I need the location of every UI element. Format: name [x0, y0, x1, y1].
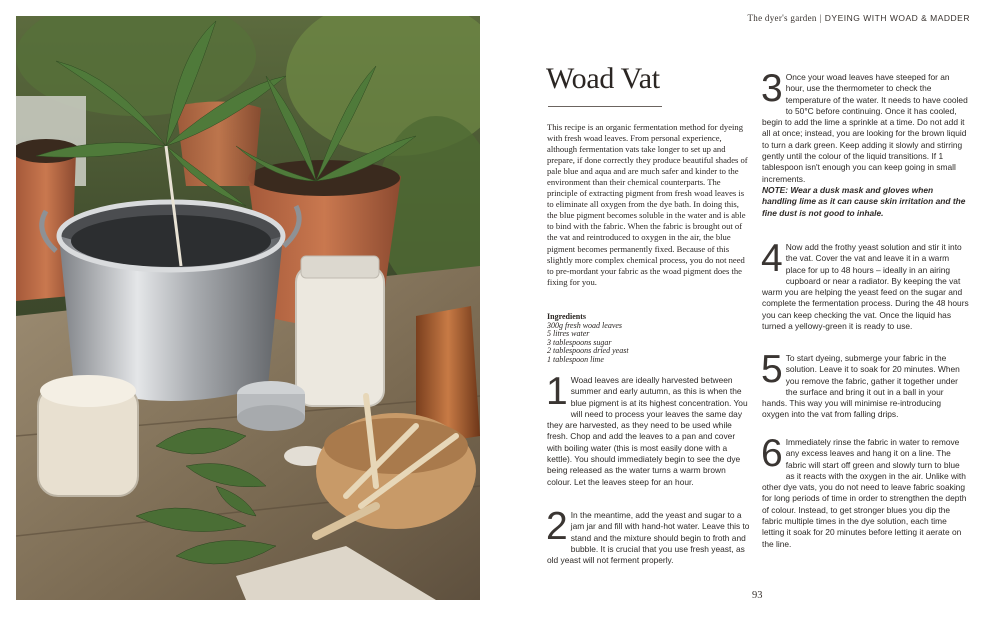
step-text: In the meantime, add the yeast and sugar to a jam jar and fill with hand-hot water. Leave this to stand and the mixture should begin to froth and bubble. It is crucial that you use fresh yeast, as old yeast will not ferment properly.	[547, 510, 750, 566]
step-1	[546, 370, 751, 488]
step-2	[546, 505, 751, 566]
ingredient-item: 3 tablespoons sugar	[547, 337, 612, 347]
title-divider	[548, 106, 662, 107]
step-number: 2	[546, 505, 568, 548]
step-3	[761, 67, 970, 219]
running-head-separator: |	[819, 13, 822, 23]
ingredients-list	[547, 313, 751, 365]
recipe-title: Woad Vat	[546, 62, 660, 95]
step-number: 3	[761, 67, 783, 110]
ingredient-item: 1 tablespoon lime	[547, 354, 604, 364]
ingredient-item: 5 litres water	[547, 329, 590, 339]
ingredients-heading: Ingredients	[547, 312, 586, 321]
step-text: Immediately rinse the fabric in water to remove any excess leaves and hang it on a line. The fabric will start off green and slowly turn to blue as it reacts with the oxygen in the air. Unlike with other dye vats, you do not need to leave fabric soaking for long periods of time in order to strengthen the depth of colour. Instead, to get stronger blues you dip the fabric multiple times in the dye solution, each time letting it soak for 20 minutes before letting it aerate on the line.	[762, 437, 967, 549]
step-6	[761, 432, 970, 550]
safety-note: NOTE: Wear a dusk mask and gloves when handling lime as it can cause skin irritation and the fine dust is not good to inhale.	[762, 184, 966, 218]
running-head-book: The dyer's garden	[747, 13, 817, 23]
intro-paragraph: This recipe is an organic fermentation method for dyeing with fresh woad leaves. From personal experience, although fermentation vats take longer to set up and prepare, if done correctly they produce beautiful shades of pale blue and aqua and are much safer and kinder to the environment than their chemical counterparts. The principle of extracting pigment from fresh woad leaves is to eliminate all oxygen from the dye bath. In doing this, the blue pigment becomes soluble in the water and is able to bind with the fabric. When the fabric is brought out of the vat and reintroduced to oxygen in the air, the blue pigment becomes permanently fixed. Because of this slightly more complex chemical process, you do not need to pre-mordant your fabric as the woad pigment does the fixing for you.	[547, 122, 748, 287]
step-number: 4	[761, 237, 783, 280]
ingredient-item: 300g fresh woad leaves	[547, 320, 623, 330]
step-text: To start dyeing, submerge your fabric in the solution. Leave it to soak for 20 minutes. When you remove the fabric, gather it together under the surface and bring it out in a ball in your hands. This way you will minimise re-introducing oxygen into the vat from falling drips.	[762, 353, 960, 420]
running-head	[747, 13, 970, 23]
running-head-chapter: DYEING WITH WOAD & MADDER	[824, 13, 970, 23]
step-number: 6	[761, 432, 783, 475]
page-number: 93	[752, 590, 763, 601]
recipe-photo	[16, 16, 480, 600]
step-number: 5	[761, 348, 783, 391]
photo-potted-plants-dye-equipment-icon	[16, 16, 480, 600]
step-text: Once your woad leaves have steeped for an hour, use the thermometer to check the temperature of the water. It needs to have cooled to 50°C before continuing. Once it has cooled, begin to add the lime a sprinkle at a time. Do not add it all at once; instead, you are looking for the brown liquid to turn a dark green. Keep adding it slowly and stirring gently until the colour of the liquid transitions. If 1 tablespoon isn't enough you can keep going in small increments.	[762, 72, 968, 184]
ingredient-item: 2 tablespoons dried yeast	[547, 346, 629, 356]
step-text: Now add the frothy yeast solution and stir it into the vat. Cover the vat and leave it in a warm place for up to 48 hours – ideally in an airing cupboard or near a radiator. By keeping the vat warm you are helping the yeast feed on the sugar and complete the fermentation process. During the 48 hours you can keep checking the vat. Once the liquid has turned a yellowy-green it is ready to use.	[762, 242, 969, 332]
step-number: 1	[546, 370, 568, 413]
step-4	[761, 237, 970, 332]
step-text: Woad leaves are ideally harvested between summer and early autumn, as this is when the blue pigment is at its highest concentration. You will need to process your leaves the same day they are harvested, as they need to be used while fresh. Chop and add the leaves to a pan and cover with boiling water (this is most easily done with a kettle). You should immediately begin to see the dye being released as the water turns a warm brown colour. Let the leaves steep for an hour.	[547, 375, 748, 487]
step-5	[761, 348, 970, 421]
